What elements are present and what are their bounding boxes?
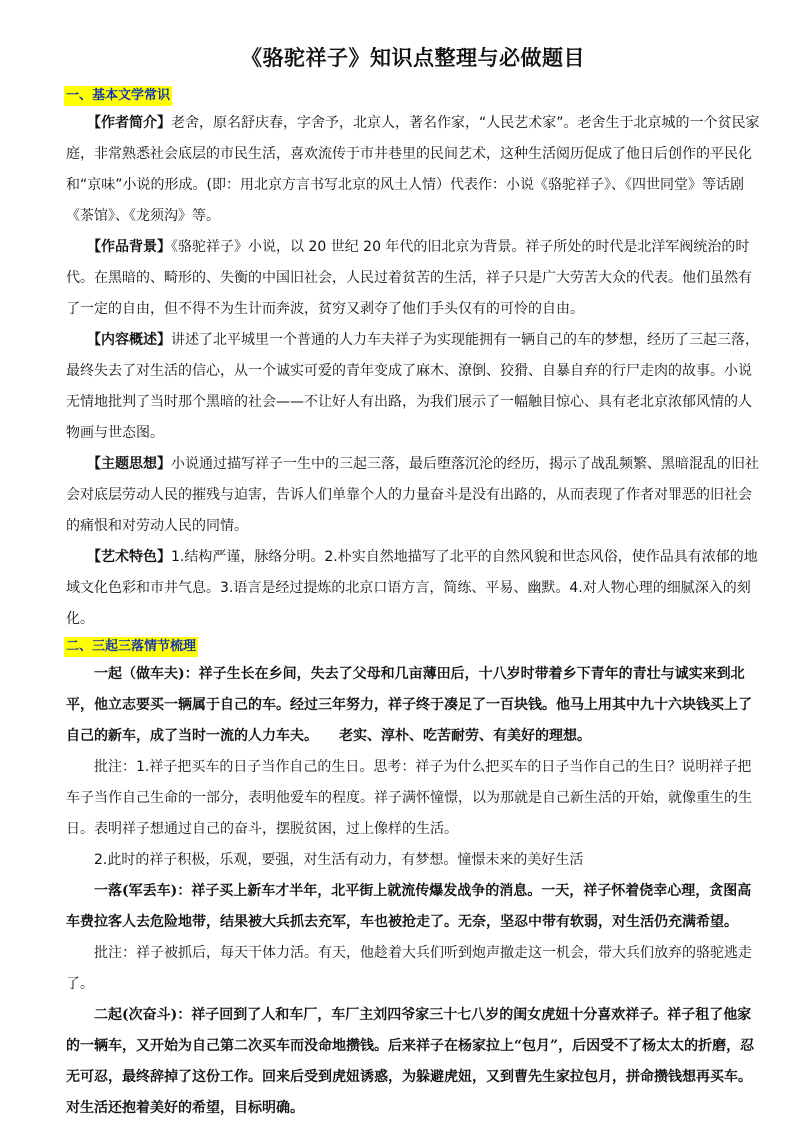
rise2-paragraph: [66, 1000, 760, 1124]
fall1-text: 祥子买上新车才半年，北平街上就流传爆发战争的消息。一天，祥子怀着侥幸心理，贪图高车费拉客人去危险地带，结果被大兵抓去充军，车也被抢走了。无奈，坚忍中带有软弱，对生活仍充满希望。: [66, 883, 752, 930]
section-1-heading-wrap: [64, 84, 760, 106]
note2-text: 2.此时的祥子积极，乐观，要强，对生活有动力，有梦想。憧憬未来的美好生活: [94, 852, 584, 868]
theme-label: 【主题思想】: [94, 456, 171, 472]
author-label: 【作者简介】: [94, 115, 171, 131]
background-paragraph: [66, 232, 760, 325]
rise1-tail: 老实、淳朴、吃苦耐劳、有美好的理想。: [339, 728, 591, 744]
summary-label: 【内容概述】: [94, 332, 171, 348]
background-text: 《骆驼祥子》小说，以 20 世纪 20 年代的旧北京为背景。祥子所处的时代是北洋军阀统治的时代。在黑暗的、畸形的、失衡的中国旧社会，人民过着贫苦的生活，祥子只是广大劳苦大众的代表。他们虽然有了一定的自由，但不得不为生计而奔波，贫穷又剥夺了他们手头仅有的可怜的自由。: [66, 239, 752, 317]
note3-text: 批注：祥子被抓后，每天干体力活。有天，他趁着大兵们听到炮声撤走这一机会，带大兵们放弃的骆驼逃走了。: [66, 945, 752, 992]
author-text: 老舍，原名舒庆春，字舍予，北京人，著名作家，“人民艺术家”。老舍生于北京城的一个贫民家庭，非常熟悉社会底层的市民生活，喜欢流传于市井巷里的民间艺术，这种生活阅历促成了他日后创作的平民化和“京味”小说的形成。(即：用北京方言书写北京的风土人情）代表作：小说《骆驼祥子》、《四世同堂》等话剧《茶馆》、《龙须沟》等。: [66, 115, 760, 224]
section-2-heading-wrap: [64, 635, 760, 657]
fall1-paragraph: [66, 876, 760, 938]
rise1-label: 一起（做车夫)：: [94, 666, 199, 682]
theme-paragraph: [66, 449, 760, 542]
section-1-heading: 一、基本文学常识: [64, 86, 172, 106]
note1-paragraph: [66, 752, 760, 845]
section-2-heading: 二、三起三落情节梳理: [64, 637, 198, 657]
theme-text: 小说通过描写祥子一生中的三起三落，最后堕落沉沦的经历，揭示了战乱频繁、黑暗混乱的旧社会对底层劳动人民的摧残与迫害，告诉人们单靠个人的力量奋斗是没有出路的，从而表现了作者对罪恶的旧社会的痛恨和对劳动人民的同情。: [66, 456, 759, 534]
art-text: 1.结构严谨，脉络分明。2.朴实自然地描写了北平的自然风貌和世态风俗，使作品具有浓郁的地域文化色彩和市井气息。3.语言是经过提炼的北京口语方言，简练、平易、幽默。4.对人物心理的细腻深入的刻化。: [66, 549, 758, 627]
page-title: 《骆驼祥子》知识点整理与必做题目: [241, 45, 585, 70]
author-paragraph: [66, 108, 760, 232]
background-label: 【作品背景】: [94, 239, 171, 255]
art-label: 【艺术特色】: [94, 549, 171, 565]
art-paragraph: [66, 542, 760, 635]
note3-paragraph: [66, 938, 760, 1000]
rise2-tail: 对生活还抱着美好的希望，目标明确。: [66, 1100, 304, 1116]
rise2-label: 二起(次奋斗)：: [94, 1007, 192, 1023]
note2-paragraph: [66, 845, 760, 876]
note1-text: 批注：1.祥子把买车的日子当作自己的生日。思考：祥子为什么把买车的日子当作自己的生日？说明祥子把车子当作自己生命的一部分，表明他爱车的程度。祥子满怀憧憬，以为那就是自己新生活的开始，就像重生的生日。表明祥子想通过自己的奋斗，摆脱贫困，过上像样的生活。: [66, 759, 752, 837]
rise1-paragraph: [66, 659, 760, 752]
rise1-text: 祥子生长在乡间，失去了父母和几亩薄田后，十八岁时带着乡下青年的青壮与诚实来到北平，他立志要买一辆属于自己的车。经过三年努力，祥子终于凑足了一百块钱。他马上用其中九十六块钱买上了自己的新车，成了当时一流的人力车夫。: [66, 666, 752, 744]
summary-text: 讲述了北平城里一个普通的人力车夫祥子为实现能拥有一辆自己的车的梦想，经历了三起三落，最终失去了对生活的信心，从一个诚实可爱的青年变成了麻木、潦倒、狡猾、自暴自弃的行尸走肉的故事。小说无情地批判了当时那个黑暗的社会——不让好人有出路，为我们展示了一幅触目惊心、具有老北京浓郁风情的人物画与世态图。: [66, 332, 759, 441]
summary-paragraph: [66, 325, 760, 449]
rise2-text: 祥子回到了人和车厂，车厂主刘四爷家三十七八岁的闺女虎妞十分喜欢祥子。祥子租了他家的一辆车，又开始为自己第二次买车而没命地攒钱。后来祥子在杨家拉上“包月”，后因受不了杨太太的折磨，忍无可忍，最终辞掉了这份工作。回来后受到虎妞诱惑，为躲避虎妞，又到曹先生家拉包月，拼命攒钱想再买车。: [66, 1007, 755, 1085]
fall1-label: 一落(军丢车)：: [94, 883, 192, 899]
